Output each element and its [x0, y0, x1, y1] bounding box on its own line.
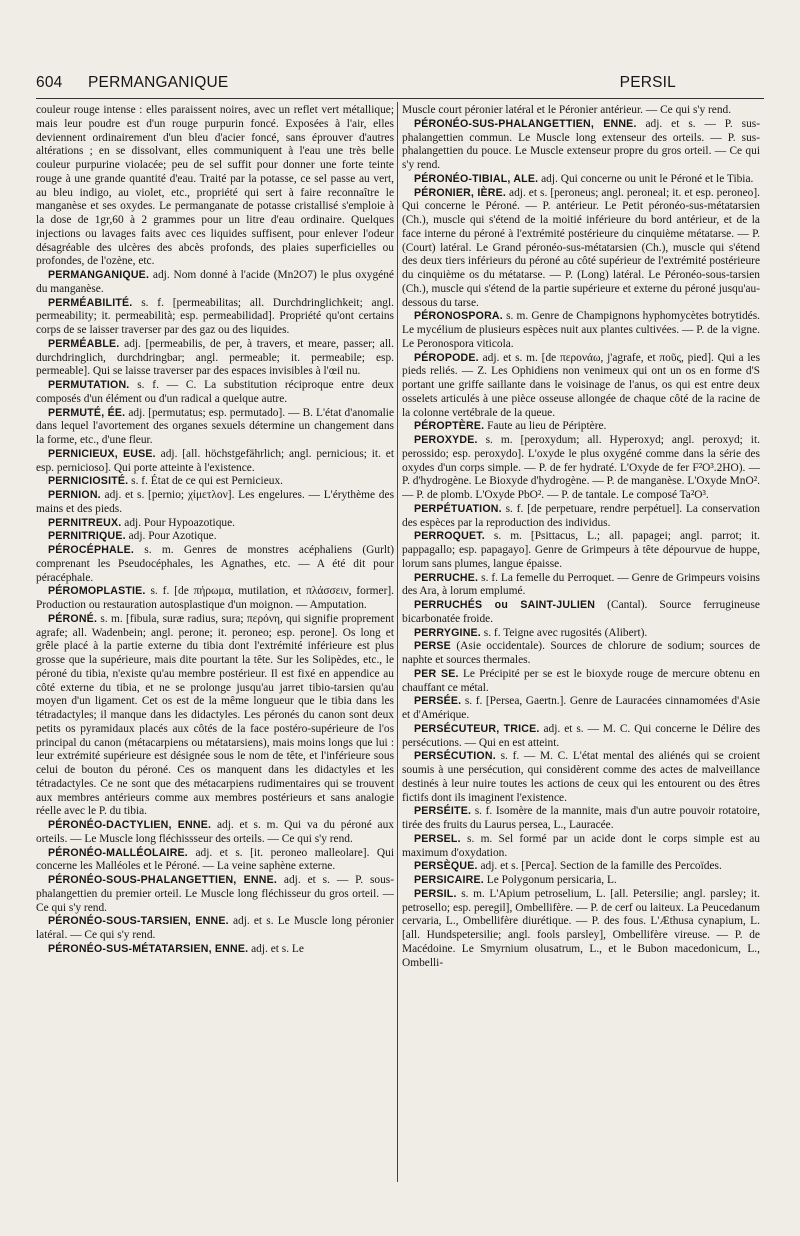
dictionary-entry [402, 695, 760, 723]
dictionary-entry [36, 104, 394, 269]
entry-text: Le Polygonum persicaria, L. [483, 874, 617, 886]
entry-headword: PERNITREUX. [48, 516, 122, 529]
header-rule [36, 98, 764, 99]
dictionary-entry [402, 599, 760, 627]
entry-headword: PERSIL. [414, 887, 457, 900]
dictionary-entry [36, 407, 394, 448]
entry-text: (Cantal). Source ferrugineuse bicarbonatée froide. [402, 599, 760, 625]
entry-headword: PERRUCHE. [414, 571, 479, 584]
dictionary-entry [402, 530, 760, 571]
dictionary-entry [402, 104, 760, 118]
entry-text: adj. et s. [Perca]. Section de la famille des Percoïdes. [477, 860, 722, 873]
entry-text: adj. Nom donné à l'acide (Mn2O7) le plus oxygéné du manganèse. [36, 269, 394, 295]
dictionary-entry [402, 833, 760, 861]
entry-text: s. f. — C. La substitution réciproque entre deux composés d'un élément ou d'un radical a quelque autre. [36, 379, 394, 405]
dictionary-entry [402, 668, 760, 696]
column-divider [397, 102, 398, 1182]
entry-headword: PERSÉCUTEUR, TRICE. [414, 722, 540, 735]
dictionary-entry [402, 888, 760, 971]
entry-text: s. f. La femelle du Perroquet. — Genre de Grimpeurs voisins des Ara, à lorum emplumé. [402, 571, 760, 598]
dictionary-entry [36, 517, 394, 531]
dictionary-entry [36, 943, 394, 957]
entry-headword: PERNION. [48, 489, 101, 501]
dictionary-entry [402, 860, 760, 874]
entry-headword: PÉRONÉO-SOUS-PHALANGETTIEN, ENNE. [48, 874, 278, 886]
entry-text: couleur rouge intense : elles paraissent noires, avec un reflet vert métallique; mais leur poudre est d'un rouge purpurin foncé. Exposées à l'air, elles deviennent ordinairement d'un bleu d'acier foncé, sans éprouver d'autres altérations ; en se dissolvant, elles communiquent à l'eau une très belle couleur purpurine violacée; peu de sel suffit pour donner une forte teinte rouge à une grande quantité d'eau. Traité par la potasse, ce sel passe au vert, au bleu indigo, au violet, etc., propriété qui sert à faire reconnaître le manganèse et ses oxydes. Le permanganate de potasse cristallisé s'emploie à la dose de 1gr,60 à 2 grammes pour un litre d'eau ordinaire. Quelques injections ou lavages faits avec ces liquides suffisent, pour enlever l'odeur désagréable des ulcères des abcès profonds, des plaies superficielles ou profondes, de l'ozène, etc. [36, 104, 394, 268]
entry-headword: PERMUTÉ, ÉE. [48, 406, 126, 419]
entry-text: adj. et s. m. Qui va du péroné aux orteils. — Le Muscle long fléchissseur des orteils. — Ce qui s'y rend. [36, 819, 394, 845]
entry-headword: PERNITRIQUE. [48, 530, 126, 543]
entry-headword: PÉROPODE. [414, 351, 479, 364]
entry-text: s. f. [de πήρωμα, mutilation, et πλάσσειν, former]. Production ou restauration autosplastique d'un moignon. — Amputation. [36, 585, 394, 611]
entry-text: s. f. Teigne avec rugosités (Alibert). [480, 626, 648, 639]
entry-headword: PÉRONÉO-SUS-MÉTATARSIEN, ENNE. [48, 942, 249, 955]
dictionary-entry [36, 819, 394, 847]
entry-headword: PÉRONIER, IÈRE. [414, 186, 507, 199]
dictionary-entry [36, 874, 394, 915]
entry-headword: PERSE [414, 640, 451, 653]
entry-headword: PERSÉCUTION. [414, 750, 496, 763]
entry-text: s. m. [peroxydum; all. Hyperoxyd; angl. peroxyd; it. perossido; esp. peroxydo]. L'oxyde le plus oxygéné comme dans la série des oxydes d'un corps simple. — P. de fer hydraté. L'Oxyde de fer F²O³.2HO). — P. d'hydrogène. Le Bioxyde d'hydrogène. — P. de manganèse. L'Oxyde MnO². — P. de plomb. L'Oxyde PbO². — P. de tantale. Le composé Ta²O³. [402, 434, 760, 501]
entry-text: adj. Pour Azotique. [125, 530, 217, 543]
dictionary-entry [36, 530, 394, 544]
entry-headword: PÉRONÉ. [48, 612, 98, 625]
dictionary-entry [402, 420, 760, 434]
entry-text: Faute au lieu de Périptère. [484, 420, 607, 433]
entry-headword: PERMUTATION. [48, 379, 130, 391]
dictionary-entry [402, 187, 760, 311]
entry-headword: PÉRONÉO-TIBIAL, ALE. [414, 172, 539, 185]
dictionary-entry [36, 585, 394, 613]
entry-text: adj. Pour Hypoazotique. [121, 516, 236, 529]
entry-headword: PÉROMOPLASTIE. [48, 585, 146, 598]
dictionary-entry [36, 269, 394, 297]
entry-text: s. m. L'Apium petroselium, L. [all. Petersilie; angl. parsley; it. petrosello; esp. peregil], Ombellifère. — P. de cerf ou laiteux. La Peucedanum cervaria, L., Ombellifère diurétique. — P. des fous. L'Æthusa cynapium, L. [all. Hundspetersilie; angl. fools parsley], Ombellifère vireuse. — P. de Macédoine. Le Smyrnium olusatrum, L., et le Bubon macedonicum, L., Ombelli- [402, 887, 760, 969]
dictionary-entry [402, 874, 760, 888]
entry-headword: PERNICIOSITÉ. [48, 475, 129, 488]
entry-text: adj. et s. [it. peroneo malleolare]. Qui concerne les Malléoles et le Péroné. — La veine saphène externe. [36, 846, 394, 873]
entry-text: adj. et s. Le [248, 942, 304, 955]
entry-headword: PÉROCÉPHALE. [48, 544, 134, 556]
entry-headword: PÉRONÉO-MALLÉOLAIRE. [48, 846, 188, 859]
dictionary-entry [36, 448, 394, 476]
entry-headword: PEROXYDE. [414, 434, 478, 446]
header-right-guide-word: PERSIL [619, 74, 676, 91]
entry-headword: PERPÉTUATION. [414, 502, 502, 515]
entry-headword: PERSÉE. [414, 695, 462, 708]
entry-headword: PÉRONÉO-SUS-PHALANGETTIEN, ENNE. [414, 117, 637, 130]
left-column [36, 104, 394, 1184]
entry-headword: PÉRONÉO-SOUS-TARSIEN, ENNE. [48, 915, 229, 928]
entry-headword: PERSEL. [414, 832, 461, 845]
entry-text: adj. et s. — M. C. Qui concerne le Délire des persécutions. — Qui en est atteint. [402, 722, 760, 749]
entry-headword: PERMANGANIQUE. [48, 269, 150, 281]
entry-headword: PÉROPTÈRE. [414, 420, 485, 433]
dictionary-entry [402, 572, 760, 600]
entry-text: adj. et s. — P. sous-phalangettien du premier orteil. Le Muscle long fléchisseur du gros orteil. — Ce qui s'y rend. [36, 874, 394, 914]
entry-text: s. f. Isomère de la mannite, mais d'un autre pouvoir rotatoire, tirée des fruits du Laurus persea, L., Lauracée. [402, 805, 760, 831]
dictionary-entry [36, 475, 394, 489]
dictionary-entry [36, 613, 394, 819]
dictionary-entry [36, 297, 394, 338]
entry-text: adj. [permutatus; esp. permutado]. — B. L'état d'anomalie dans lequel l'avortement des organes sexuels détermine un changement dans la forme, etc., d'une fleur. [36, 406, 394, 446]
entry-headword: PÉRONÉO-DACTYLIEN, ENNE. [48, 819, 212, 831]
entry-text: s. f. [Persea, Gaertn.]. Genre de Lauracées cinnamomées d'Asie et d'Amérique. [402, 695, 760, 721]
entry-text: s. m. Sel formé par un acide dont le corps simple est au maximum d'oxydation. [402, 832, 760, 859]
dictionary-entry [36, 847, 394, 875]
entry-headword: PERRYGINE. [414, 626, 481, 639]
entry-text: adj. et s. [peroneus; angl. peroneal; it. et esp. peroneo]. Qui concerne le Péroné. — P. antérieur. Le Petit péronéo-sus-métatarsien (Ch.), muscle qui s'étend de la moitié inférieure du bord antérieur, et de la face interne du péroné à l'extrémité postérieure du cinquième métatarse. — P. (Court) latéral. Le Grand péronéo-sus-métatarsien (Ch.), muscle qui s'étend des deux tiers inférieurs du péroné au côté supérieur de l'extrémité postérieure du cinquième os du métatarse. — P. (Long) latéral. Le Péronéo-sous-tarsien (Ch.), muscle qui s'étend de la partie supérieure et externe du péroné jusqu'au-dessous du tarse. [402, 186, 760, 309]
entry-text: adj. [permeabilis, de per, à travers, et meare, passer; all. durchdringlich, durchdringbar; angl. permeable; it. permeabile; esp. permeable]. Qui se laisse traverser par des espaces invisibles à l'œil nu. [36, 337, 394, 378]
entry-headword: PERMÉABLE. [48, 337, 120, 350]
page-number: 604 [36, 74, 63, 91]
entry-text: (Asie occidentale). Sources de chlorure de sodium; sources de naphte et sources thermales. [402, 640, 760, 666]
header-left-guide-word: PERMANGANIQUE [88, 74, 229, 91]
entry-text: s. f. [de perpetuare, rendre perpétuel]. La conservation des espèces par la reproduction des individus. [402, 502, 760, 529]
dictionary-entry [36, 338, 394, 379]
entry-text: s. f. [permeabilitas; all. Durchdringlichkeit; angl. permeability; it. permeabilità; esp. permeabilidad]. Propriété qu'ont certains corps de se laisser traverser par des gaz ou des liquides. [36, 296, 394, 336]
dictionary-entry [36, 379, 394, 407]
entry-headword: PÉRONOSPORA. [414, 310, 503, 323]
dictionary-entry [402, 173, 760, 187]
dictionary-entry [36, 915, 394, 943]
dictionary-entry [36, 489, 394, 517]
entry-headword: PERROQUET. [414, 530, 485, 543]
right-column [402, 104, 760, 1184]
dictionary-entry [36, 544, 394, 585]
entry-text: adj. et s. — P. sus-phalangettien commun. Le Muscle long extenseur des orteils. — P. sus-phalangettien du pouce. Le Muscle extenseur propre du gros orteil. — Ce qui s'y rend. [402, 117, 760, 171]
entry-headword: PERSICAIRE. [414, 874, 484, 886]
dictionary-entry [402, 805, 760, 833]
entry-headword: PERSÉITE. [414, 805, 472, 818]
dictionary-entry [402, 352, 760, 421]
entry-text: s. m. [fibula, suræ radius, sura; περόνη, qui signifie proprement agrafe; all. Wadenbein; angl. perone; it. peroneo; esp. perone]. Os long et grêle placé à la partie externe du tibia dont l'extrémité inférieure est plus grosse que la supérieure, mais dite pourtant la tête. Sur les Solipèdes, etc., le péroné du tibia, n'existe qu'au membre postérieur. Il est fixé en appendice au côté externe du tibia, et ne se prolonge jusqu'au jarret tibio-tarsien qu'au moyen d'un ligament. Cet os est de la même longueur que le tibia dans les tétradactyles; il manque dans les didactyles. Les péronés du canon sont deux petits os pyramidaux placés aux côtés de la face postéro-supérieure de l'os principal du canon (métacarpiens ou métatarsiens), mais moins longs que lui : leur extrémité supérieure est désignée sous le nom de tête, et l'inférieure sous celui de bouton du péroné. Ces os manquent dans les didactyles et les tétradactyles. Ce ne sont que des métacarpiens rudimentaires qui se trouvent aux membres antérieurs comme aux membres postérieurs et sans analogie réelle avec le P. du tibia. [36, 612, 394, 818]
entry-text: adj. et s. m. [de περονάω, j'agrafe, et ποῦς, pied]. Qui a les pieds reliés. — Z. Les Ophidiens non venimeux qui ont un os en forme d'S portant une griffe saillante dans le voisinage de l'anus, os qui est entre deux osselets articulés à une pièce osseuse allongée de chaque côté de la racine de la colonne vertébrale de la queue. [402, 351, 760, 419]
dictionary-entry [402, 503, 760, 531]
entry-text: s. f. — M. C. L'état mental des aliénés qui se croient soumis à une persécution, qui considèrent comme des actes de malveillance destinés à leur nuire toutes les actions de ceux qui les entourent ou des êtres fictifs dont ils imaginent l'existence. [402, 750, 760, 804]
entry-headword: PERRUCHÉS ou SAINT-JULIEN [414, 599, 596, 611]
dictionary-entry [402, 118, 760, 173]
entry-headword: PERMÉABILITÉ. [48, 296, 133, 309]
running-header [36, 74, 764, 96]
dictionary-entry [402, 310, 760, 351]
entry-text: adj. [all. höchstgefährlich; angl. pernicious; it. et esp. pernicioso]. Qui porte atteinte à l'existence. [36, 447, 394, 474]
entry-text: s. m. Genre de Champignons hyphomycètes botrytidés. Le mycélium de plusieurs espèces nuit aux plantes cultivées. — P. de la vigne. Le Peronospora viticola. [402, 310, 760, 350]
entry-text: s. f. État de ce qui est Pernicieux. [128, 475, 283, 488]
entry-text: Le Précipité per se est le bioxyde rouge de mercure obtenu en chauffant ce métal. [402, 667, 760, 694]
entry-text: Muscle court péronier latéral et le Péronier antérieur. — Ce qui s'y rend. [402, 104, 732, 116]
entry-text: adj. Qui concerne ou unit le Péroné et le Tibia. [538, 172, 754, 185]
entry-text: adj. et s. Le Muscle long péronier latéral. — Ce qui s'y rend. [36, 915, 394, 941]
entry-headword: PERSÈQUE. [414, 860, 478, 873]
entry-headword: PERNICIEUX, EUSE. [48, 447, 156, 460]
dictionary-entry [402, 434, 760, 503]
entry-text: s. m. Genres de monstres acéphaliens (Gurlt) comprenant les Pseudocéphales, les Agnathes, etc. — A été dit pour péracéphale. [36, 544, 394, 584]
entry-text: s. m. [Psittacus, L.; all. papagei; angl. parrot; it. pappagallo; esp. papagayo]. Genre de Grimpeurs à tête dépourvue de huppe, lorum sans plumes, langue épaisse. [402, 530, 760, 570]
dictionary-entry [402, 750, 760, 805]
dictionary-entry [402, 627, 760, 641]
dictionary-entry [402, 640, 760, 668]
entry-headword: PER SE. [414, 667, 459, 680]
dictionary-entry [402, 723, 760, 751]
entry-text: adj. et s. [pernio; χίμετλον]. Les engelures. — L'érythème des mains et des pieds. [36, 489, 394, 515]
